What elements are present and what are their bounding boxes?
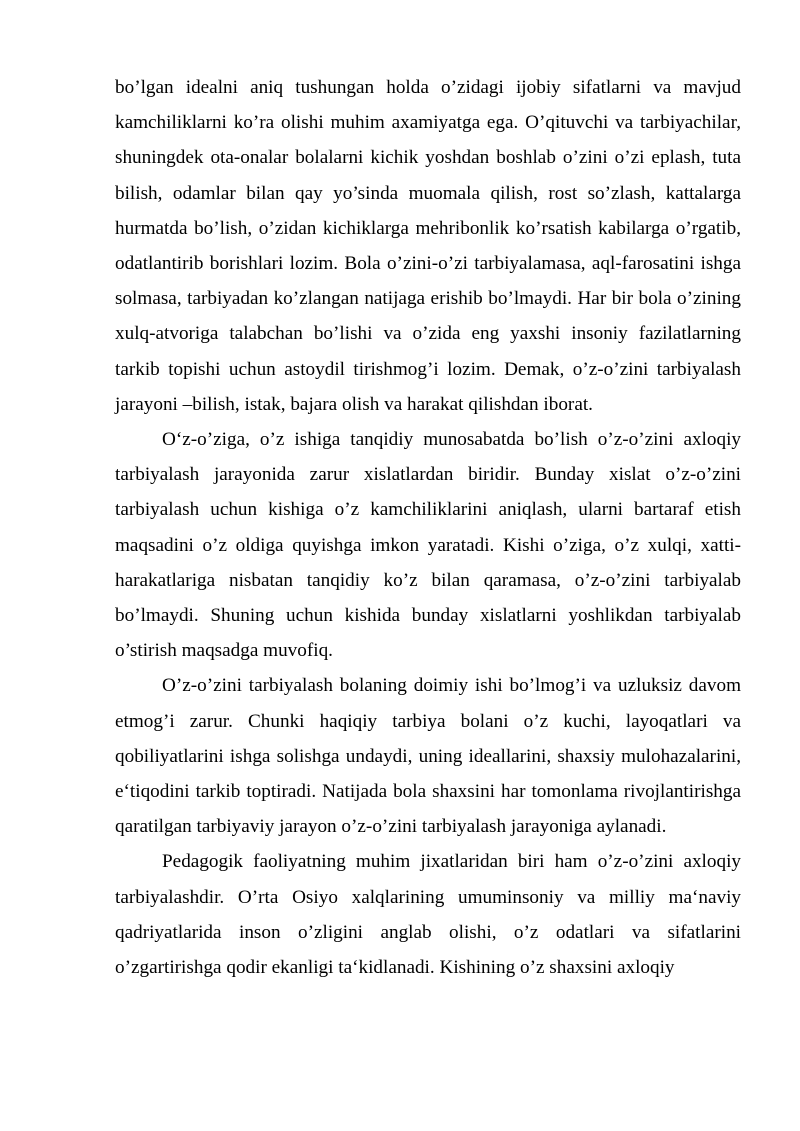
document-page <box>115 70 741 985</box>
paragraph-continuation: bo’lgan idealni aniq tushungan holda o’zidagi ijobiy sifatlarni va mavjud kamchiliklarni ko’ra olishi muhim axamiyatga ega. O’qituvchi va tarbiyachilar, shuningdek ota-onalar bolalarni kichik yoshdan boshlab o’zini o’zi eplash, tuta bilish, odamlar bilan qay yo’sinda muomala qilish, rost so’zlash, kattalarga hurmatda bo’lish, o’zidan kichiklarga mehribonlik ko’rsatish kabilarga o’rgatib, odatlantirib borishlari lozim. Bola o’zini-o’zi tarbiyalamasa, aql-farosatini ishga solmasa, tarbiyadan ko’zlangan natijaga erishib bo’lmaydi. Har bir bola o’zining xulq-atvoriga talabchan bo’lishi va o’zida eng yaxshi insoniy fazilatlarning tarkib topishi uchun astoydil tirishmog’i lozim. Demak, o’z-o’zini tarbiyalash jarayoni –bilish, istak, bajara olish va harakat qilishdan iborat. <box>115 77 741 415</box>
paragraph-self-criticism: O‘z-o’ziga, o’z ishiga tanqidiy munosabatda bo’lish o’z-o’zini axloqiy tarbiyalash jarayonida zarur xislatlardan biridir. Bunday xislat o’z-o’zini tarbiyalash uchun kishiga o’z kamchiliklarini aniqlash, ularni bartaraf etish maqsadini o’z oldiga quyishga imkon yaratadi. Kishi o’ziga, o’z xulqi, xatti-harakatlariga nisbatan tanqidiy ko’z bilan qaramasa, o’z-o’zini tarbiyalab bo’lmaydi. Shuning uchun kishida bunday xislatlarni yoshlikdan tarbiyalab o’stirish maqsadga muvofiq. <box>115 429 741 662</box>
paragraph-continuous-self-education: O’z-o’zini tarbiyalash bolaning doimiy ishi bo’lmog’i va uzluksiz davom etmog’i zarur. Chunki haqiqiy tarbiya bolani o’z kuchi, layoqatlari va qobiliyatlarini ishga solishga undaydi, uning ideallarini, shaxsiy mulohazalarini, e‘tiqodini tarkib toptiradi. Natijada bola shaxsini har tomonlama rivojlantirishga qaratilgan tarbiyaviy jarayon o’z-o’zini tarbiyalash jarayoniga aylanadi. <box>115 675 741 838</box>
paragraph-pedagogical-activity: Pedagogik faoliyatning muhim jixatlaridan biri ham o’z-o’zini axloqiy tarbiyalashdir. O’rta Osiyo xalqlarining umuminsoniy va milliy ma‘naviy qadriyatlarida inson o’zligini anglab olishi, o’z odatlari va sifatlarini o’zgartirishga qodir ekanligi ta‘kidlanadi. Kishining o’z shaxsini axloqiy <box>115 851 741 979</box>
